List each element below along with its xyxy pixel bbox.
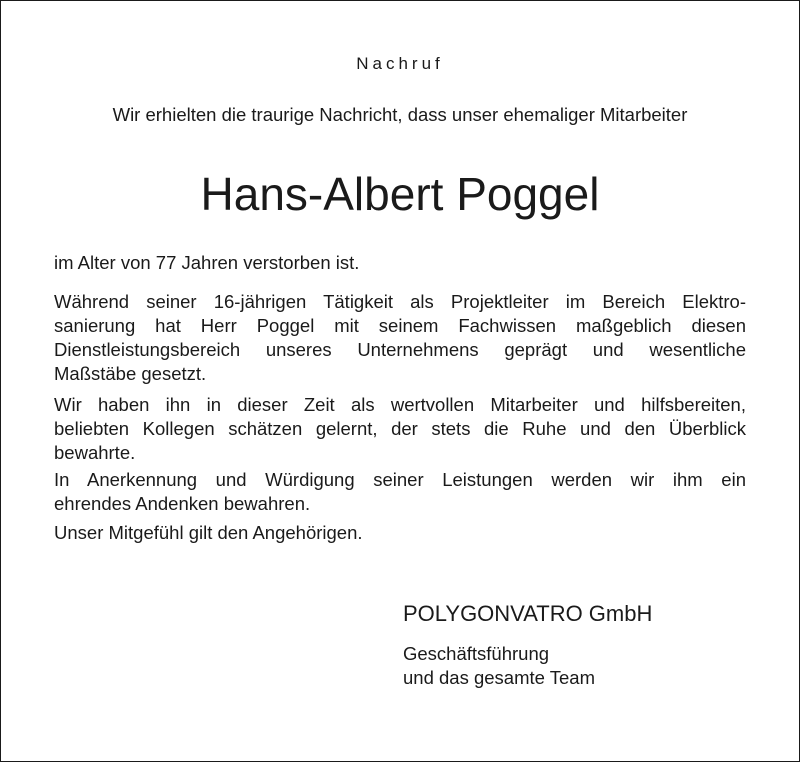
signature-line-management: Geschäftsführung: [403, 643, 550, 664]
intro-sentence: Wir erhielten die traurige Nachricht, dass unser ehemaliger Mitarbeiter: [112, 104, 688, 125]
career-line: sanierung hat Herr Poggel mit seinem Fachwissen maßgeblich diesen: [54, 315, 746, 336]
age-sentence: im Alter von 77 Jahren verstorben ist.: [54, 252, 360, 273]
remembrance-line: ehrendes Andenken bewahren.: [54, 493, 311, 514]
appreciation-line: bewahrte.: [54, 442, 136, 463]
notice-heading: Nachruf: [356, 54, 444, 73]
company-name: POLYGONVATRO GmbH: [403, 601, 653, 626]
remembrance-line: In Anerkennung und Würdigung seiner Leistungen werden wir ihm ein: [54, 469, 746, 490]
condolence-sentence: Unser Mitgefühl gilt den Angehörigen.: [54, 522, 363, 543]
appreciation-line: Wir haben ihn in dieser Zeit als wertvollen Mitarbeiter und hilfsbereiten,: [54, 394, 746, 415]
signature-line-team: und das gesamte Team: [403, 667, 595, 688]
career-line: Maßstäbe gesetzt.: [54, 363, 207, 384]
career-line: Während seiner 16-jährigen Tätigkeit als Projektleiter im Bereich Elektro-: [54, 291, 746, 312]
remembrance-paragraph: [54, 468, 746, 516]
career-paragraph: [54, 290, 746, 386]
deceased-name: Hans-Albert Poggel: [200, 168, 600, 220]
appreciation-line: beliebten Kollegen schätzen gelernt, der stets die Ruhe und den Überblick: [54, 418, 746, 439]
appreciation-paragraph: [54, 393, 746, 465]
signature-block: [403, 600, 652, 690]
career-line: Dienstleistungsbereich unseres Unternehmens geprägt und wesentliche: [54, 339, 746, 360]
